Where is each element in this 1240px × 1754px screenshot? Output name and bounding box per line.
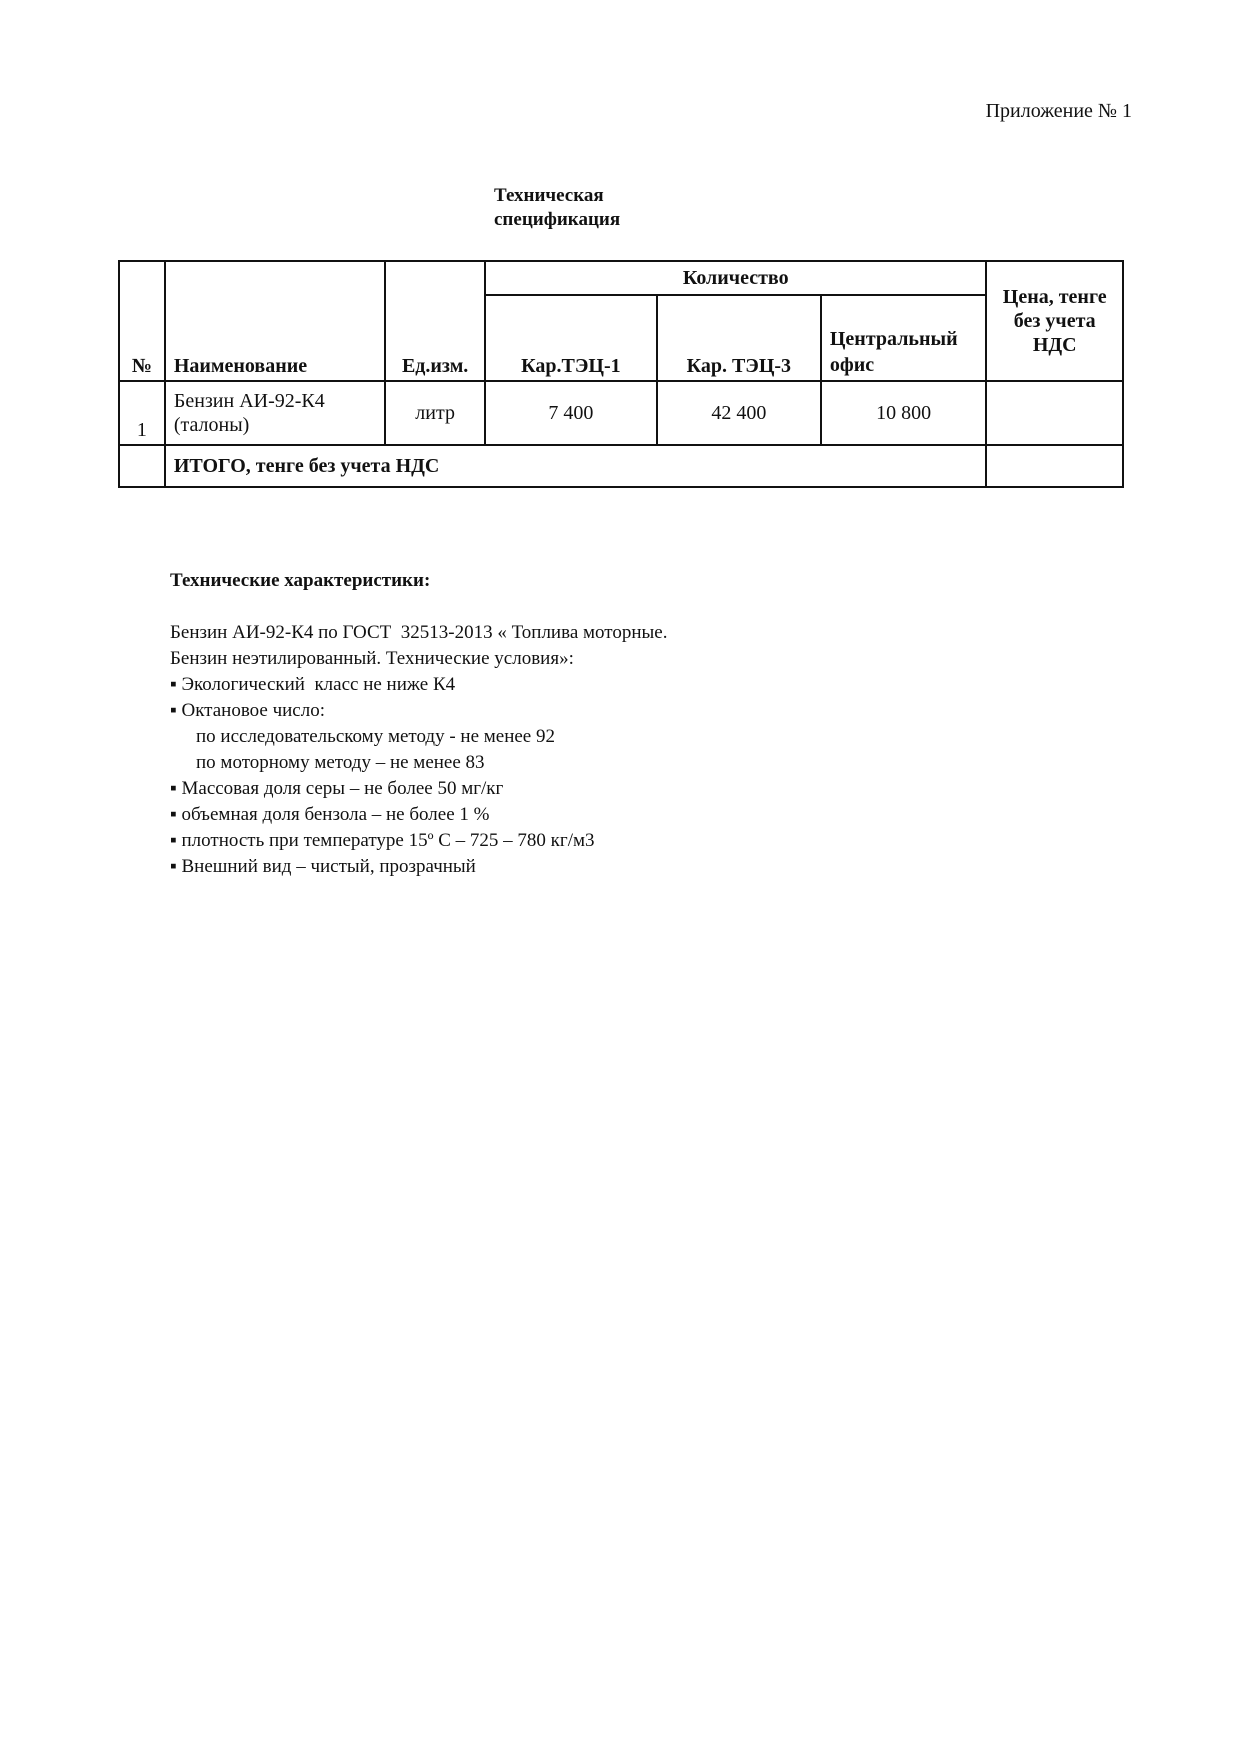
- tech-line: ▪ объемная доля бензола – не более 1 %: [170, 804, 490, 825]
- tech-line: Бензин АИ-92-К4 по ГОСТ 32513-2013 « Топлива моторные.: [170, 622, 668, 643]
- tech-heading: Технические характеристики:: [170, 570, 431, 591]
- header-price-line1: Цена, тенге: [1002, 286, 1107, 308]
- tech-line: ▪ Октановое число:: [170, 700, 325, 721]
- document-title: [494, 184, 620, 232]
- cell-kar-tec1: 7 400: [485, 381, 657, 445]
- header-name: Наименование: [165, 261, 385, 381]
- tech-line: ▪ плотность при температуре 15º С – 725 – 780 кг/м3: [170, 830, 595, 851]
- tech-line: ▪ Внешний вид – чистый, прозрачный: [170, 856, 476, 877]
- cell-name-line1: Бензин АИ-92-К4: [173, 390, 325, 412]
- header-kar-tec1: Кар.ТЭЦ-1: [485, 295, 657, 381]
- header-central-office-line2: офис: [829, 354, 875, 376]
- tech-line: Бензин неэтилированный. Технические условия»:: [170, 648, 574, 669]
- cell-kar-tec3: 42 400: [657, 381, 821, 445]
- header-price: [986, 261, 1123, 381]
- cell-name: [165, 381, 385, 445]
- cell-central-office: 10 800: [821, 381, 987, 445]
- header-central-office: [821, 295, 987, 381]
- header-row-1: [119, 261, 1123, 295]
- document-title-line2: спецификация: [494, 209, 621, 230]
- document-title-line1: Техническая: [494, 185, 604, 206]
- header-central-office-line1: Центральный: [829, 328, 958, 350]
- total-cell-price: [986, 445, 1123, 487]
- header-kar-tec3: Кар. ТЭЦ-3: [657, 295, 821, 381]
- cell-name-line2: (талоны): [173, 414, 250, 436]
- total-label: ИТОГО, тенге без учета НДС: [165, 445, 987, 487]
- table-row: [119, 381, 1123, 445]
- header-quantity: Количество: [485, 261, 986, 295]
- specification-table: [118, 260, 1124, 488]
- tech-line: по моторному методу – не менее 83: [196, 752, 485, 773]
- cell-unit: литр: [385, 381, 485, 445]
- tech-line: по исследовательскому методу - не менее 92: [196, 726, 555, 747]
- header-price-line2: без учета: [1013, 310, 1096, 332]
- header-no: №: [119, 261, 165, 381]
- total-cell-no: [119, 445, 165, 487]
- cell-price: [986, 381, 1123, 445]
- header-price-line3: НДС: [1032, 334, 1077, 356]
- total-row: [119, 445, 1123, 487]
- tech-characteristics: [170, 620, 930, 880]
- appendix-label: Приложение № 1: [985, 100, 1132, 122]
- header-unit: Ед.изм.: [385, 261, 485, 381]
- cell-no: 1: [119, 381, 165, 445]
- tech-line: ▪ Экологический класс не ниже К4: [170, 674, 456, 695]
- tech-line: ▪ Массовая доля серы – не более 50 мг/кг: [170, 778, 504, 799]
